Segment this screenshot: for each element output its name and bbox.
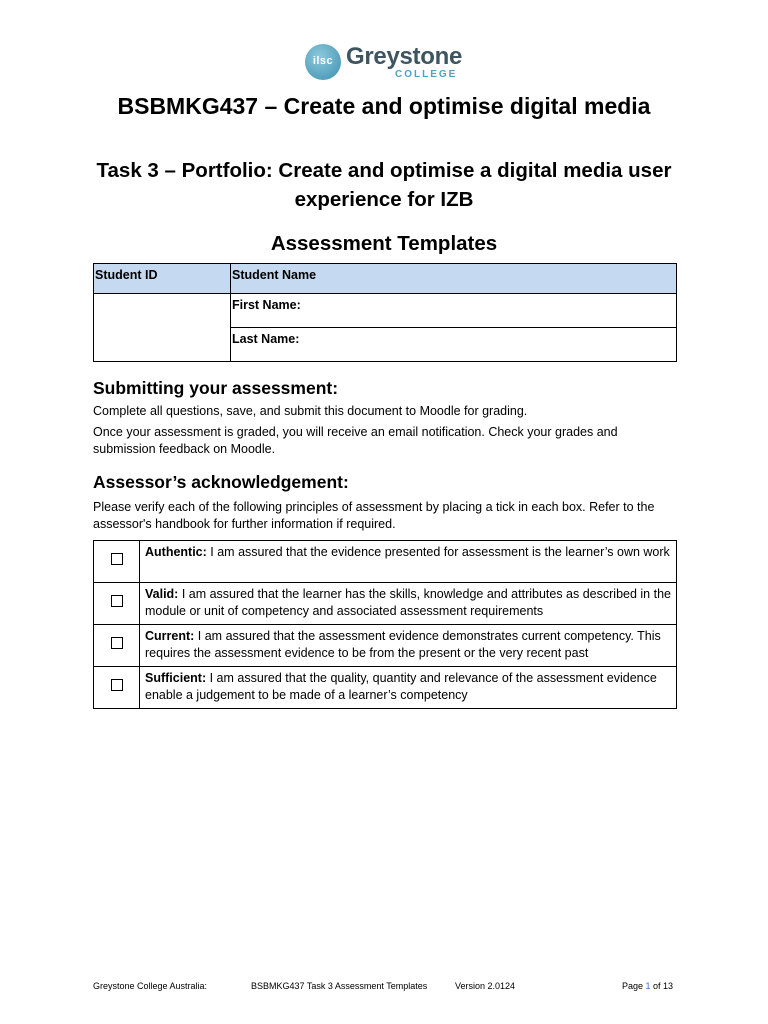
student-id-header: Student ID [94,264,231,294]
principle-term: Valid: [145,587,179,601]
principle-description: I am assured that the assessment evidence demonstrates current competency. This requires the assessment evidence to be from the present or the very recent past [145,629,661,660]
current-page: 1 [645,981,651,991]
student-id-field[interactable] [94,294,231,362]
task-title: Task 3 – Portfolio: Create and optimise a digital media user experience for IZB [96,159,672,211]
ilsc-logo-icon: ilsc [305,44,341,80]
principle-term: Sufficient: [145,671,207,685]
checkbox-cell [94,583,140,625]
first-name-row [94,294,677,328]
last-name-field[interactable]: Last Name: [231,328,677,362]
document-title: BSBMKG437 – Create and optimise digital media [117,93,651,119]
principle-description: I am assured that the quality, quantity and relevance of the assessment evidence enable a judgement to be made of a learner’s competency [145,671,657,702]
student-name-header: Student Name [231,264,677,294]
principle-description: I am assured that the evidence presented for assessment is the learner’s own work [206,545,670,559]
student-details-table [93,263,677,362]
principles-table [93,540,677,709]
greystone-logo [303,42,473,86]
checkbox-cell [94,667,140,709]
principle-row [94,625,677,667]
footer-page-number [622,980,673,992]
principle-row [94,583,677,625]
student-table-header-row [94,264,677,294]
first-name-field[interactable]: First Name: [231,294,677,328]
section-title: Assessment Templates [270,232,498,255]
principle-text [140,667,677,709]
current-checkbox[interactable] [111,637,123,649]
authentic-checkbox[interactable] [111,553,123,565]
submitting-paragraph-2: Once your assessment is graded, you will receive an email notification. Check your grades and submission feedback on Moodle. [93,425,618,456]
principle-row [94,667,677,709]
principle-text [140,625,677,667]
acknowledgement-heading: Assessor’s acknowledgement: [93,472,349,492]
principle-description: I am assured that the learner has the skills, knowledge and attributes as described in the module or unit of competency and associated assessment requirements [145,587,671,618]
submitting-heading: Submitting your assessment: [93,378,339,398]
principle-row [94,541,677,583]
checkbox-cell [94,625,140,667]
page-prefix: Page [622,981,646,991]
acknowledgement-intro: Please verify each of the following principles of assessment by placing a tick in each box. Refer to the assessor's handbook for further information if required. [93,500,655,531]
logo-name: Greystone [346,43,463,70]
submitting-paragraph-1: Complete all questions, save, and submit this document to Moodle for grading. [93,404,528,418]
valid-checkbox[interactable] [111,595,123,607]
principle-term: Authentic: [145,545,207,559]
principle-text [140,541,677,583]
logo-subtitle: COLLEGE [395,69,458,80]
footer-document-name: BSBMKG437 Task 3 Assessment Templates [251,981,428,991]
checkbox-cell [94,541,140,583]
footer-organisation: Greystone College Australia: [93,981,208,991]
footer-version: Version 2.0124 [455,981,516,991]
principle-text [140,583,677,625]
sufficient-checkbox[interactable] [111,679,123,691]
principle-term: Current: [145,629,195,643]
page-total: of 13 [650,981,674,991]
